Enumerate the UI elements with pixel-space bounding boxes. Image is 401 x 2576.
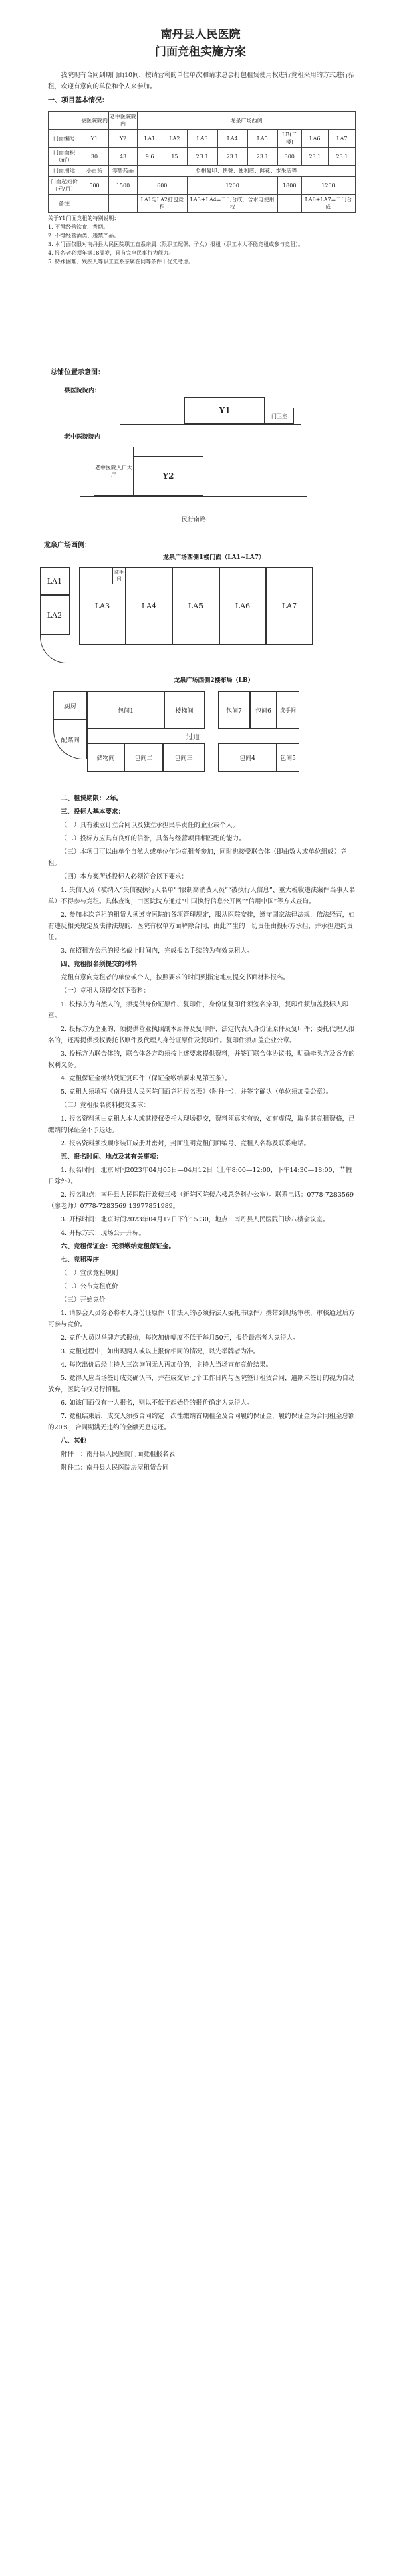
old-hospital-hall: 老中医院入口大厅 — [94, 447, 134, 496]
body-paragraph: 附件一：南丹县人民医院门面竞租报名表 — [61, 1451, 176, 1458]
section-heading: 五、报名时间、地点及其有关事项： — [61, 1153, 163, 1161]
section-1-title: 一、项目基本情况： — [48, 97, 108, 104]
table-cell: Y2 — [109, 130, 138, 148]
table-cell: 23.1 — [301, 148, 328, 166]
body-paragraph: （一）具有独立订立合同以及独立承担民事责任的企业或个人。 — [61, 822, 239, 829]
table-cell: LB(二楼) — [277, 130, 301, 148]
intro-block — [48, 70, 356, 106]
shop-la5: LA5 — [172, 567, 219, 645]
table-cell — [109, 195, 138, 213]
lb-kitchen: 厨房 — [53, 691, 87, 719]
table-cell: 1200 — [187, 177, 277, 195]
table-row — [49, 166, 356, 177]
lb-washroom: 洗手间 — [277, 691, 299, 729]
body-paragraph: 4. 开标方式：现场公开开标。 — [61, 1230, 146, 1237]
table-cell — [80, 195, 109, 213]
lb-dining-prep: 配菜间 — [53, 719, 87, 759]
table-header-cell — [49, 112, 80, 130]
body-paragraph: 2. 投标方为企业的，须提供营业执照副本原件及复印件、法定代表人身份证原件及复印件；委托代理人报名的，还需提供授权委托书原件及代理人身份证原件及复印件。复印件须加盖企业公章。 — [48, 1026, 355, 1044]
table-cell: 零售药品 — [109, 166, 138, 177]
body-paragraph: 3. 投标方为联合体的，联合体各方均须按上述要求提供资料，并签订联合体协议书，明确牵头方及各方的权利义务。 — [48, 1050, 355, 1069]
body-paragraph: （三）开始竞价 — [61, 1296, 106, 1304]
table-header-cell: 龙泉广场西侧 — [138, 112, 356, 130]
table-cell: 1500 — [109, 177, 138, 195]
body-paragraph: 1. 投标方为自然人的，须提供身份证原件、复印件，身份证复印件须签名捺印，复印件须加盖投标人印章。 — [48, 1001, 349, 1020]
body-paragraph: 1. 报名资料须由竞租人本人或其授权委托人现场提交，资料须真实有效，如有虚假，取消其竞租资格，已缴纳的保证金不予退还。 — [48, 1115, 355, 1134]
lb-room-1: 包间1 — [87, 691, 164, 729]
note-line: 关于Y1门面竞租的特别说明： — [48, 215, 120, 221]
gate-room: 门卫室 — [265, 408, 294, 424]
section-heading: 二、租赁期限：2年。 — [61, 795, 123, 802]
table-header-cell: 老中医院院内 — [109, 112, 138, 130]
table-cell: LA1 — [138, 130, 162, 148]
lb-corridor: 过道 — [87, 729, 299, 743]
document-title-line1: 南丹县人民医院 — [160, 28, 241, 41]
body-paragraph: （三）本项目可以由单个自然人或单位作为竞租者参加，同时也接受联合体（即由数人或单位组成）竞租。 — [48, 848, 347, 867]
note-line: 3. 本门面仅限对南丹县人民医院职工直系亲属（限职工配偶、子女）报租（职工本人不能竞租或参与竞租）。 — [48, 241, 304, 247]
table-header-row — [49, 112, 356, 130]
body-paragraph: 1. 请参会人员务必将本人身份证原件（非法人的必须持法人委托书原件）携带到现场审核，审核通过后方可参与竞价。 — [48, 1310, 355, 1328]
body-paragraph: 4. 竞租保证金缴纳凭证复印件（保证金缴纳要求见第五条）。 — [61, 1075, 231, 1082]
table-row — [49, 148, 356, 166]
table-cell: LA4 — [217, 130, 247, 148]
section-heading: 八、其他 — [61, 1437, 87, 1445]
body-paragraph: 附件二：南丹县人民医院房屋租赁合同 — [61, 1464, 169, 1472]
body-paragraph: （二）竞租报名资料提交要求： — [61, 1102, 150, 1109]
table-cell: 1800 — [277, 177, 301, 195]
table-cell: 43 — [109, 148, 138, 166]
table-cell: LA6+LA7=二门合成 — [301, 195, 355, 213]
note-line: 1. 不得经营饮食、香烟。 — [48, 224, 109, 230]
table-cell: LA6 — [301, 130, 328, 148]
table-cell: 门面用途 — [49, 166, 80, 177]
table-cell: 门面编号 — [49, 130, 80, 148]
shop-la3: LA3 — [79, 567, 126, 645]
body-paragraph: 竞租有意向竞租者的单位或个人，按照要求的时间到指定地点提交书面材料报名。 — [61, 974, 290, 981]
body-paragraph: （四）本方案所述投标人必须符合以下要求： — [61, 873, 188, 881]
la-washroom: 洗手间 — [112, 567, 126, 584]
table-cell: 1200 — [301, 177, 355, 195]
table-cell: LA5 — [247, 130, 277, 148]
body-paragraph: 2. 报名地点：南丹县人民医院行政楼三楼（新院区院楼六楼总务科办公室）。联系电话：0778-7283569（廖老师）0778-7283569 13977851989。 — [48, 1191, 354, 1210]
project-table — [48, 111, 356, 213]
table-cell — [277, 195, 301, 213]
table-cell: LA3 — [187, 130, 217, 148]
shop-y2: Y2 — [134, 456, 203, 496]
county-hospital-label: 县医院院内： — [64, 388, 101, 394]
shop-la2: LA2 — [40, 595, 70, 635]
body-paragraph: （二）公布竞租底价 — [61, 1283, 118, 1290]
note-line: 4. 报名者必须年满18周岁，且有完全民事行为能力。 — [48, 250, 174, 256]
body-paragraph: 3. 在招租方公示的报名截止时间内，完成报名手续的为有效竞租人。 — [61, 947, 253, 955]
body-paragraph: （一）竞租人须提交以下资料： — [61, 987, 150, 995]
body-text — [48, 793, 356, 1476]
lb-room-4: 包间4 — [218, 743, 277, 772]
table-cell: 23.1 — [187, 148, 217, 166]
table-cell: LA7 — [328, 130, 355, 148]
lb-map-title: 龙泉广场西侧2楼布局（LB） — [174, 677, 254, 684]
shop-y1: Y1 — [184, 397, 265, 424]
note-line: 2. 不得经营酒类、违禁产品。 — [48, 233, 120, 239]
table-cell: 备注 — [49, 195, 80, 213]
shop-la4: LA4 — [126, 567, 172, 645]
table-notes — [48, 214, 356, 266]
section-heading: 三、投标人基本要求： — [61, 808, 125, 816]
shop-la1: LA1 — [40, 567, 70, 595]
body-paragraph: （一）宣读竞租规则 — [61, 1270, 118, 1277]
project-table-wrap — [48, 111, 356, 266]
body-paragraph: 6. 如该门面仅有一人报名，则以不低于起始价的报价确定为竞得人。 — [61, 1399, 253, 1407]
table-cell: 门面面积（㎡） — [49, 148, 80, 166]
table-cell: 照相复印、快餐、便利店、鲜花、水果店等 — [138, 166, 356, 177]
lb-room-2: 包间二 — [124, 743, 163, 772]
body-paragraph: 2. 竞价人员以举牌方式报价，每次加价幅度不低于每月50元，报价最高者为竞得人。 — [61, 1334, 299, 1342]
table-row — [49, 195, 356, 213]
shop-la7: LA7 — [266, 567, 313, 645]
body-paragraph: 5. 竞得人应当场签订成交确认书，并在成交后七个工作日内与医院签订租赁合同，逾期未签订的视为自动放弃，医院有权另行招租。 — [48, 1375, 355, 1393]
table-cell: 30 — [80, 148, 109, 166]
note-line: 5. 特殊困难、残疾人等职工直系亲属在同等条件下优先考虑。 — [48, 259, 194, 265]
table-cell: 9.6 — [138, 148, 162, 166]
lb-storage: 储物间 — [87, 743, 124, 772]
table-cell: 15 — [162, 148, 187, 166]
table-cell: LA2 — [162, 130, 187, 148]
la-curved-corner — [40, 635, 70, 663]
section-heading: 六、竞租保证金：无须缴纳竞租保证金。 — [61, 1243, 176, 1250]
intro-paragraph: 我院现有合同到期门面10间，按请营利的单位单次和请求总会打包租赁使用权进行竞租采用的方式进行招租，欢迎有意向的单位和个人来参加。 — [48, 72, 355, 90]
body-paragraph: 4. 每次出价后经主持人三次询问无人再加价的，主持人当场宣布竞价结果。 — [61, 1361, 273, 1369]
table-cell: LA1与LA2打包竞租 — [138, 195, 188, 213]
la-map-title: 龙泉广场西侧1楼门面（LA1~LA7） — [163, 554, 265, 561]
shop-la6: LA6 — [219, 567, 266, 645]
table-header-cell: 县医院院内 — [80, 112, 109, 130]
road-name: 民行南路 — [181, 517, 206, 523]
section-heading: 七、竞租程序 — [61, 1256, 100, 1264]
body-paragraph: 1. 报名时间：北京时间2023年04月05日—04月12日（上午8:00—12:00，下午14:30—18:00，节假日除外）。 — [48, 1167, 352, 1185]
body-paragraph: 2. 报名资料须按顺序装订成册并密封，封面注明竞租门面编号、竞租人名称及联系电话。 — [61, 1140, 311, 1147]
lb-room-3: 包间三 — [163, 743, 205, 772]
document-title-line2: 门面竞租实施方案 — [155, 45, 246, 59]
table-cell: 600 — [138, 177, 188, 195]
table-cell: 23.1 — [247, 148, 277, 166]
lb-room-5: 包间5 — [277, 743, 299, 772]
section-heading: 四、竞租报名须提交的材料 — [61, 961, 138, 968]
lb-room-6: 包间6 — [250, 691, 277, 729]
table-cell: LA3+LA4=二门合成，含水电使用权 — [187, 195, 277, 213]
table-row — [49, 130, 356, 148]
body-paragraph: 3. 开标时间：北京时间2023年04月12日下午15:30，地点：南丹县人民医院门诊八楼会议室。 — [61, 1216, 329, 1223]
map-wall-line — [120, 424, 301, 425]
table-cell: 小百货 — [80, 166, 109, 177]
road-line-top — [80, 496, 307, 497]
table-cell: Y1 — [80, 130, 109, 148]
body-paragraph: 7. 竞租结束后，成交人须按合同约定一次性缴纳首期租金及合同履约保证金，履约保证金为合同租金总额的20%，合同期满无违约的全额无息退还。 — [48, 1413, 355, 1431]
lb-stairs: 楼梯间 — [164, 691, 205, 729]
body-paragraph: 1. 失信人员（被纳入“失信被执行人名单”“限制高消费人员”“被执行人信息”、重大税收违法案件当事人名单）不得参与竞租。具体查询，由医院院方通过“中国执行信息公开网”“信用中国”等方式查询。 — [48, 887, 356, 905]
table-cell: 500 — [80, 177, 109, 195]
table-cell: 23.1 — [328, 148, 355, 166]
body-paragraph: 2. 参加本次竞租的租赁人须遵守医院的各项管理规定，服从医院安排，遵守国家法律法规，依法经营，如有违反相关规定及法律法规的，医院有权单方面解除合同，由此产生的一切责任由投标方承担，并承担违约责任。 — [48, 911, 355, 941]
lb-room-7: 包间7 — [218, 691, 250, 729]
body-paragraph: 5. 竞租人须填写《南丹县人民医院门面竞租报名表》（附件一），并签字确认（单位须加盖公章）。 — [61, 1088, 333, 1096]
table-cell: 门面起始价（元/月） — [49, 177, 80, 195]
longquan-heading: 龙泉广场西侧： — [44, 542, 91, 549]
table-cell: 23.1 — [217, 148, 247, 166]
old-hospital-label: 老中医院院内 — [64, 434, 101, 441]
body-paragraph: 3. 竞租过程中，如出现两人或以上报价相同的情况，以先举牌者为准。 — [61, 1348, 260, 1355]
location-title: 总铺位置示意图： — [51, 369, 104, 376]
body-paragraph: （二）投标方应具有良好的信誉，具备与经营项目相匹配的能力。 — [61, 835, 245, 842]
table-row — [49, 177, 356, 195]
table-cell: 300 — [277, 148, 301, 166]
